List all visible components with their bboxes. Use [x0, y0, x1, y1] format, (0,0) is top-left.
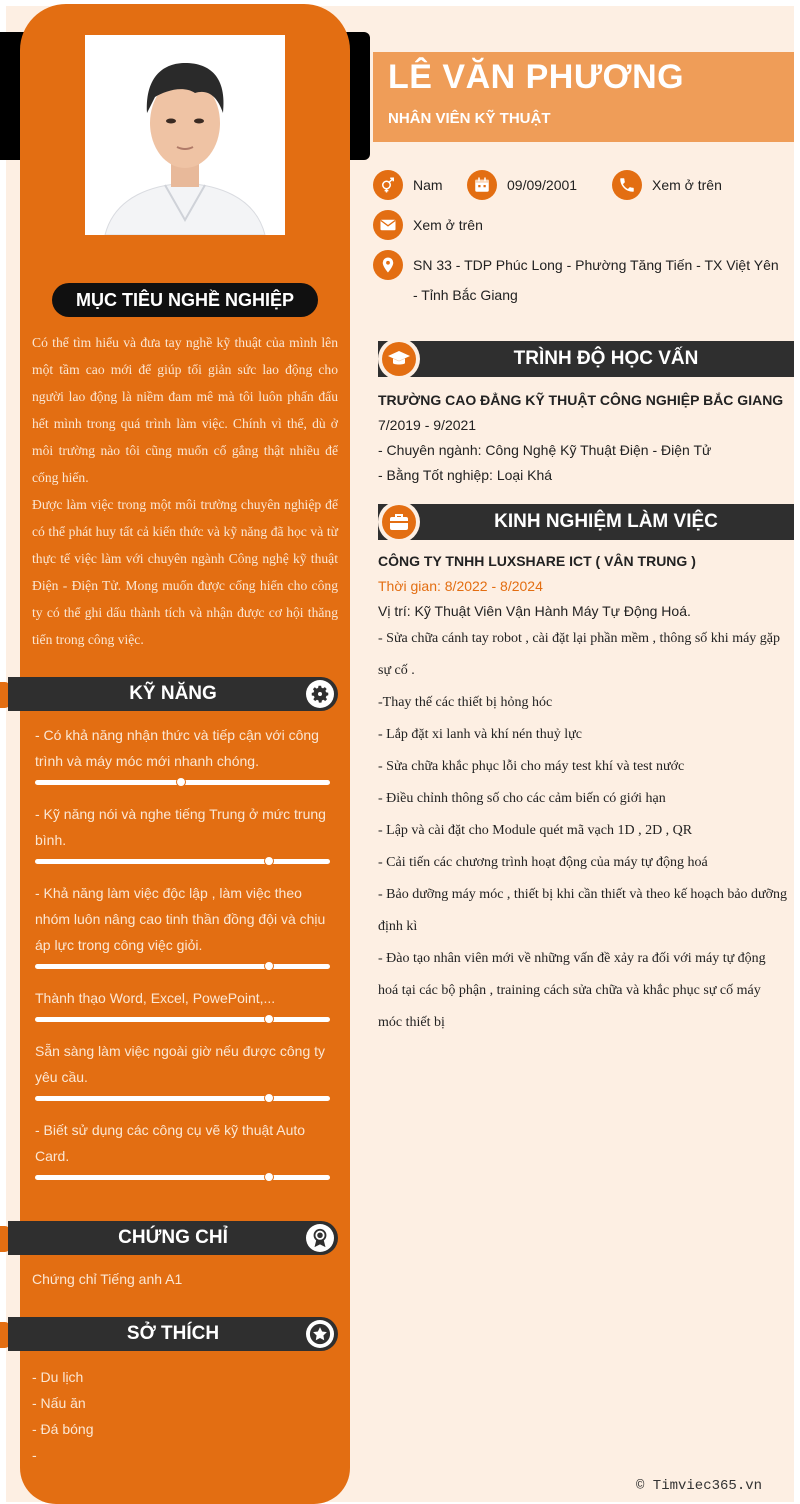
duty-item: -Thay thế các thiết bị hỏng hóc	[378, 695, 553, 710]
address-line-1: SN 33 - TDP Phúc Long - Phường Tăng Tiến - TX Việt Yên	[413, 257, 779, 273]
site-watermark: © Timviec365.vn	[636, 1478, 763, 1494]
award-icon	[306, 1224, 334, 1252]
hobby-item: - Đá bóng	[32, 1421, 94, 1437]
school-name: TRƯỜNG CAO ĐẲNG KỸ THUẬT CÔNG NGHIỆP BẮC GIANG	[378, 392, 784, 408]
skill-level-knob	[264, 1014, 274, 1024]
graduation-cap-icon	[378, 338, 420, 380]
skill-level-knob	[264, 856, 274, 866]
education-major: - Chuyên ngành: Công Nghệ Kỹ Thuật Điện - Điện Tử	[378, 442, 712, 458]
education-heading: TRÌNH ĐỘ HỌC VẤN	[513, 348, 699, 369]
skill-bar	[35, 859, 330, 864]
briefcase-icon	[378, 501, 420, 543]
hobbies-list	[32, 1364, 93, 1468]
email-icon	[373, 210, 403, 240]
skill-bar	[35, 964, 330, 969]
skill-level-knob	[264, 961, 274, 971]
skill-item: - Kỹ năng nói và nghe tiếng Trung ở mức trung bình.	[35, 806, 326, 848]
calendar-icon	[467, 170, 497, 200]
gender-value: Nam	[413, 177, 443, 193]
skill-bar	[35, 780, 330, 785]
duties-list	[378, 623, 788, 1039]
duty-item: - Đào tạo nhân viên mới về những vấn đề xảy ra đối với máy tự động hoá tại các bộ phận , training cách sửa chữa và khắc phục sự cố máy móc thiết bị	[378, 951, 766, 1030]
duty-item: - Lập và cài đặt cho Module quét mã vạch 1D , 2D , QR	[378, 823, 693, 838]
work-position: Vị trí: Kỹ Thuật Viên Vận Hành Máy Tự Động Hoá.	[378, 603, 691, 619]
duty-item: - Cải tiến các chương trình hoạt động của máy tự động hoá	[378, 855, 708, 870]
job-title: NHÂN VIÊN KỸ THUẬT	[388, 110, 551, 127]
education-period: 7/2019 - 9/2021	[378, 417, 477, 433]
skill-bar	[35, 1096, 330, 1101]
skill-bar	[35, 1017, 330, 1022]
hobby-item: - Nấu ăn	[32, 1395, 86, 1411]
skill-bar	[35, 1175, 330, 1180]
profile-photo	[85, 35, 285, 235]
skill-level-knob	[264, 1172, 274, 1182]
certificate-item: Chứng chỉ Tiếng anh A1	[32, 1271, 183, 1287]
company-name: CÔNG TY TNHH LUXSHARE ICT ( VÂN TRUNG )	[378, 553, 696, 569]
education-degree: - Bằng Tốt nghiệp: Loại Khá	[378, 467, 553, 483]
work-time: Thời gian: 8/2022 - 8/2024	[378, 578, 543, 594]
experience-heading: KINH NGHIỆM LÀM VIỆC	[494, 511, 718, 532]
education-heading-bar	[378, 341, 794, 377]
address-line-2: - Tỉnh Bắc Giang	[413, 287, 518, 303]
location-icon	[373, 250, 403, 280]
duty-item: - Sửa chữa cánh tay robot , cài đặt lại phần mềm , thông số khi máy gặp sự cố .	[378, 631, 781, 678]
experience-block	[378, 549, 788, 624]
birthday-value: 09/09/2001	[507, 177, 578, 193]
skill-item: - Biết sử dụng các công cụ vẽ kỹ thuật Auto Card.	[35, 1122, 306, 1164]
experience-heading-bar	[378, 504, 794, 540]
skills-heading-bar	[8, 677, 338, 711]
phone-value: Xem ở trên	[652, 177, 722, 193]
hobby-item: - Du lịch	[32, 1369, 84, 1385]
gear-icon	[306, 680, 334, 708]
skills-heading: KỸ NĂNG	[129, 683, 217, 704]
duty-item: - Bảo dưỡng máy móc , thiết bị khi cần thiết và theo kế hoạch bảo dưỡng định kì	[378, 887, 788, 934]
skill-level-knob	[264, 1093, 274, 1103]
certificates-heading: CHỨNG CHỈ	[118, 1227, 228, 1248]
certificates-heading-bar	[8, 1221, 338, 1255]
skill-item: - Khả năng làm việc độc lập , làm việc theo nhóm luôn nâng cao tinh thần đồng đội và chịu áp lực trong công việc giỏi.	[35, 885, 326, 953]
skill-item: Sẵn sàng làm việc ngoài giờ nếu được công ty yêu cầu.	[35, 1043, 326, 1085]
star-icon	[306, 1320, 334, 1348]
skill-item: Thành thạo Word, Excel, PowePoint,...	[35, 990, 276, 1006]
objective-text	[32, 329, 338, 653]
hobbies-heading-bar	[8, 1317, 338, 1351]
education-block	[378, 388, 794, 488]
skill-item: - Có khả năng nhận thức và tiếp cận với công trình và máy móc mới nhanh chóng.	[35, 727, 319, 769]
full-name: LÊ VĂN PHƯƠNG	[388, 58, 685, 96]
gender-icon	[373, 170, 403, 200]
duty-item: - Lắp đặt xi lanh và khí nén thuỷ lực	[378, 727, 582, 742]
hobby-item: -	[32, 1447, 37, 1463]
duty-item: - Sửa chữa khắc phục lỗi cho máy test khí và test nước	[378, 759, 685, 774]
phone-icon	[612, 170, 642, 200]
skill-level-knob	[176, 777, 186, 787]
hobbies-heading: SỞ THÍCH	[126, 1323, 220, 1344]
objective-paragraph-1: Có thể tìm hiểu và đưa tay nghề kỹ thuật của mình lên một tầm cao mới để giúp tối giản sức lao động cho người lao động là niềm đam mê mà tôi luôn phấn đấu hết mình trong quá trình làm việc. Chính vì thế, dù ở môi trường nào tôi cũng muốn cố gắng thật nhiều để cống hiến.	[32, 335, 338, 485]
objective-heading: MỤC TIÊU NGHỀ NGHIỆP	[52, 283, 318, 317]
email-value: Xem ở trên	[413, 217, 483, 233]
duty-item: - Điều chỉnh thông số cho các cảm biến có giới hạn	[378, 791, 666, 806]
objective-paragraph-2: Được làm việc trong một môi trường chuyên nghiệp để có thể phát huy tất cả kiến thức và kỹ năng đã học và từ thực tế việc làm với chuyên ngành Công nghệ kỹ thuật Điện - Điện Tử. Mong muốn được cống hiến cho công ty có thể ghi dấu thành tích và nhận được cơ hội thăng tiến trong công việc.	[32, 497, 338, 647]
